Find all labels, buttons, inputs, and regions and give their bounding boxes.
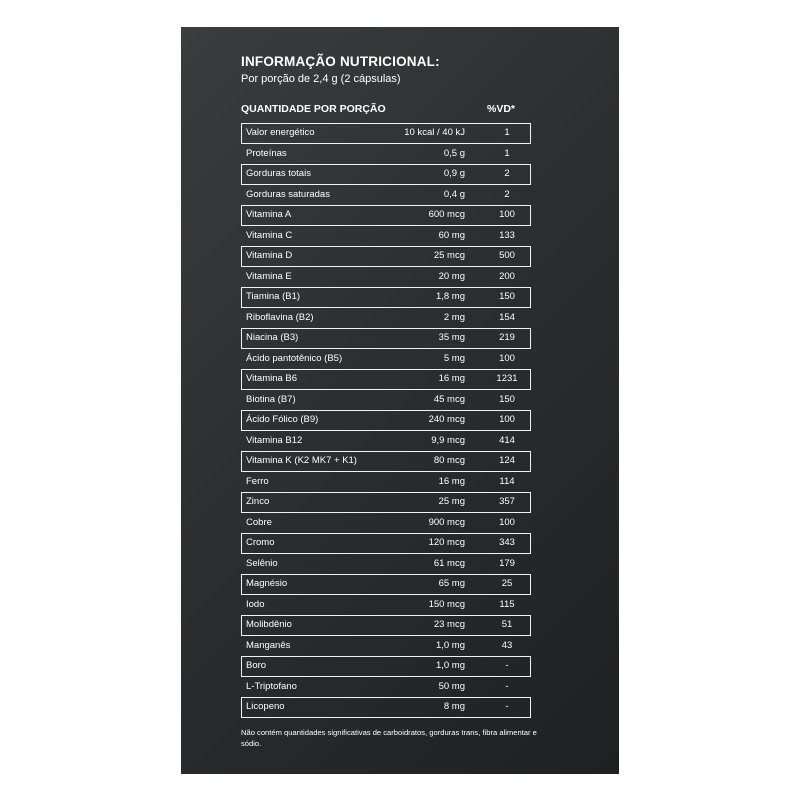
- nutrient-amount: 16 mg: [438, 475, 465, 487]
- nutrient-amount: 50 mg: [438, 680, 465, 692]
- nutrient-name: Cromo: [246, 537, 275, 548]
- nutrient-vd: 100: [499, 414, 515, 425]
- nutrient-vd: 1: [504, 127, 510, 138]
- nutrient-amount: 1,0 mg: [435, 660, 465, 671]
- nutrient-amount: 600 mcg: [428, 209, 465, 220]
- table-row: [241, 431, 531, 452]
- nutrient-name: Vitamina E: [246, 270, 292, 282]
- nutrient-vd: 43: [501, 639, 513, 651]
- nutrient-vd: 133: [499, 229, 515, 241]
- nutrition-title: INFORMAÇÃO NUTRICIONAL:: [241, 54, 440, 69]
- nutrient-name: Magnésio: [246, 578, 288, 589]
- nutrient-vd: 124: [499, 455, 515, 466]
- nutrient-name: Vitamina K (K2 MK7 + K1): [246, 455, 357, 466]
- table-row: [241, 246, 531, 267]
- nutrient-vd: 150: [499, 291, 515, 302]
- nutrient-amount: 8 mg: [443, 701, 465, 712]
- nutrient-name: Riboflavina (B2): [246, 311, 314, 323]
- table-row: [241, 451, 531, 472]
- nutrient-amount: 1,8 mg: [435, 291, 465, 302]
- nutrient-amount: 5 mg: [443, 352, 465, 364]
- nutrient-amount: 240 mcg: [428, 414, 465, 425]
- nutrient-vd: 154: [499, 311, 515, 323]
- table-row: [241, 267, 531, 288]
- table-row: [241, 308, 531, 329]
- nutrient-name: Molibdênio: [246, 619, 292, 630]
- nutrient-name: Boro: [246, 660, 267, 671]
- table-row: [241, 615, 531, 636]
- table-row: [241, 636, 531, 657]
- nutrient-amount: 9,9 mcg: [431, 434, 465, 446]
- nutrient-name: Licopeno: [246, 701, 285, 712]
- nutrient-name: Proteínas: [246, 147, 287, 159]
- nutrient-amount: 25 mcg: [433, 250, 465, 261]
- table-row: [241, 226, 531, 247]
- nutrient-name: Iodo: [246, 598, 265, 610]
- nutrient-vd: -: [505, 680, 509, 692]
- nutrient-vd: -: [505, 701, 509, 712]
- table-row: [241, 595, 531, 616]
- nutrient-amount: 150 mcg: [428, 598, 465, 610]
- nutrient-vd: 200: [499, 270, 515, 282]
- nutrient-vd: 219: [499, 332, 515, 343]
- nutrient-name: Vitamina D: [246, 250, 293, 261]
- nutrient-vd: 100: [499, 516, 515, 528]
- nutrient-amount: 900 mcg: [428, 516, 465, 528]
- table-row: [241, 513, 531, 534]
- nutrient-amount: 10 kcal / 40 kJ: [404, 127, 465, 138]
- nutrient-amount: 20 mg: [438, 270, 465, 282]
- nutrient-vd: 115: [499, 598, 515, 610]
- nutrient-name: Biotina (B7): [246, 393, 296, 405]
- table-row: [241, 144, 531, 165]
- table-row: [241, 574, 531, 595]
- nutrient-amount: 45 mcg: [433, 393, 465, 405]
- quantity-column-header: QUANTIDADE POR PORÇÃO: [241, 103, 386, 115]
- nutrient-amount: 0,9 g: [443, 168, 465, 179]
- nutrient-name: Niacina (B3): [246, 332, 299, 343]
- table-row: [241, 410, 531, 431]
- nutrient-vd: 2: [504, 168, 510, 179]
- footnote: Não contém quantidades significativas de carboidratos, gorduras trans, fibra alimentar e sódio.: [241, 728, 537, 748]
- nutrient-name: Vitamina A: [246, 209, 292, 220]
- nutrient-name: Vitamina B12: [246, 434, 303, 446]
- nutrient-vd: 500: [499, 250, 515, 261]
- nutrient-vd: 1231: [496, 373, 518, 384]
- nutrient-vd: 25: [501, 578, 513, 589]
- nutrient-amount: 120 mcg: [428, 537, 465, 548]
- table-row: [241, 123, 531, 144]
- nutrient-name: Ferro: [246, 475, 269, 487]
- table-row: [241, 328, 531, 349]
- table-row: [241, 697, 531, 718]
- nutrient-name: Cobre: [246, 516, 272, 528]
- nutrient-name: Selênio: [246, 557, 278, 569]
- nutrient-name: Zinco: [246, 496, 270, 507]
- table-row: [241, 390, 531, 411]
- nutrient-name: Ácido pantotênico (B5): [246, 352, 343, 364]
- table-row: [241, 349, 531, 370]
- nutrient-name: Gorduras totais: [246, 168, 311, 179]
- nutrient-vd: 2: [504, 188, 510, 200]
- table-row: [241, 554, 531, 575]
- nutrient-amount: 35 mg: [438, 332, 465, 343]
- nutrient-amount: 1,0 mg: [435, 639, 465, 651]
- nutrient-vd: -: [505, 660, 509, 671]
- nutrient-vd: 100: [499, 352, 515, 364]
- nutrient-amount: 65 mg: [438, 578, 465, 589]
- table-row: [241, 533, 531, 554]
- nutrition-facts-panel: [181, 27, 619, 774]
- nutrient-amount: 25 mg: [438, 496, 465, 507]
- vd-column-header: %VD*: [487, 103, 516, 115]
- nutrient-vd: 150: [499, 393, 515, 405]
- nutrient-name: Valor energético: [246, 127, 315, 138]
- table-row: [241, 287, 531, 308]
- nutrient-name: Tiamina (B1): [246, 291, 301, 302]
- nutrient-vd: 114: [499, 475, 515, 487]
- nutrient-amount: 61 mcg: [433, 557, 465, 569]
- nutrient-name: Ácido Fólico (B9): [246, 414, 319, 425]
- nutrient-vd: 1: [504, 147, 510, 159]
- nutrition-table: [241, 123, 531, 718]
- nutrient-vd: 414: [499, 434, 515, 446]
- table-row: [241, 492, 531, 513]
- nutrient-amount: 0,4 g: [443, 188, 465, 200]
- nutrient-name: L-Triptofano: [246, 680, 297, 692]
- nutrient-amount: 80 mcg: [433, 455, 465, 466]
- nutrient-vd: 343: [499, 537, 515, 548]
- table-row: [241, 677, 531, 698]
- table-row: [241, 472, 531, 493]
- nutrient-vd: 179: [499, 557, 515, 569]
- nutrient-amount: 2 mg: [443, 311, 465, 323]
- nutrient-vd: 100: [499, 209, 515, 220]
- nutrient-vd: 357: [499, 496, 515, 507]
- table-row: [241, 656, 531, 677]
- nutrient-amount: 23 mcg: [433, 619, 465, 630]
- nutrient-name: Vitamina C: [246, 229, 293, 241]
- nutrient-name: Gorduras saturadas: [246, 188, 330, 200]
- nutrient-name: Manganês: [246, 639, 291, 651]
- table-row: [241, 185, 531, 206]
- table-row: [241, 369, 531, 390]
- serving-size: Por porção de 2,4 g (2 cápsulas): [241, 73, 401, 85]
- nutrient-amount: 0,5 g: [443, 147, 465, 159]
- nutrient-amount: 16 mg: [438, 373, 465, 384]
- nutrient-vd: 51: [501, 619, 513, 630]
- nutrient-amount: 60 mg: [438, 229, 465, 241]
- table-row: [241, 205, 531, 226]
- nutrient-name: Vitamina B6: [246, 373, 298, 384]
- table-row: [241, 164, 531, 185]
